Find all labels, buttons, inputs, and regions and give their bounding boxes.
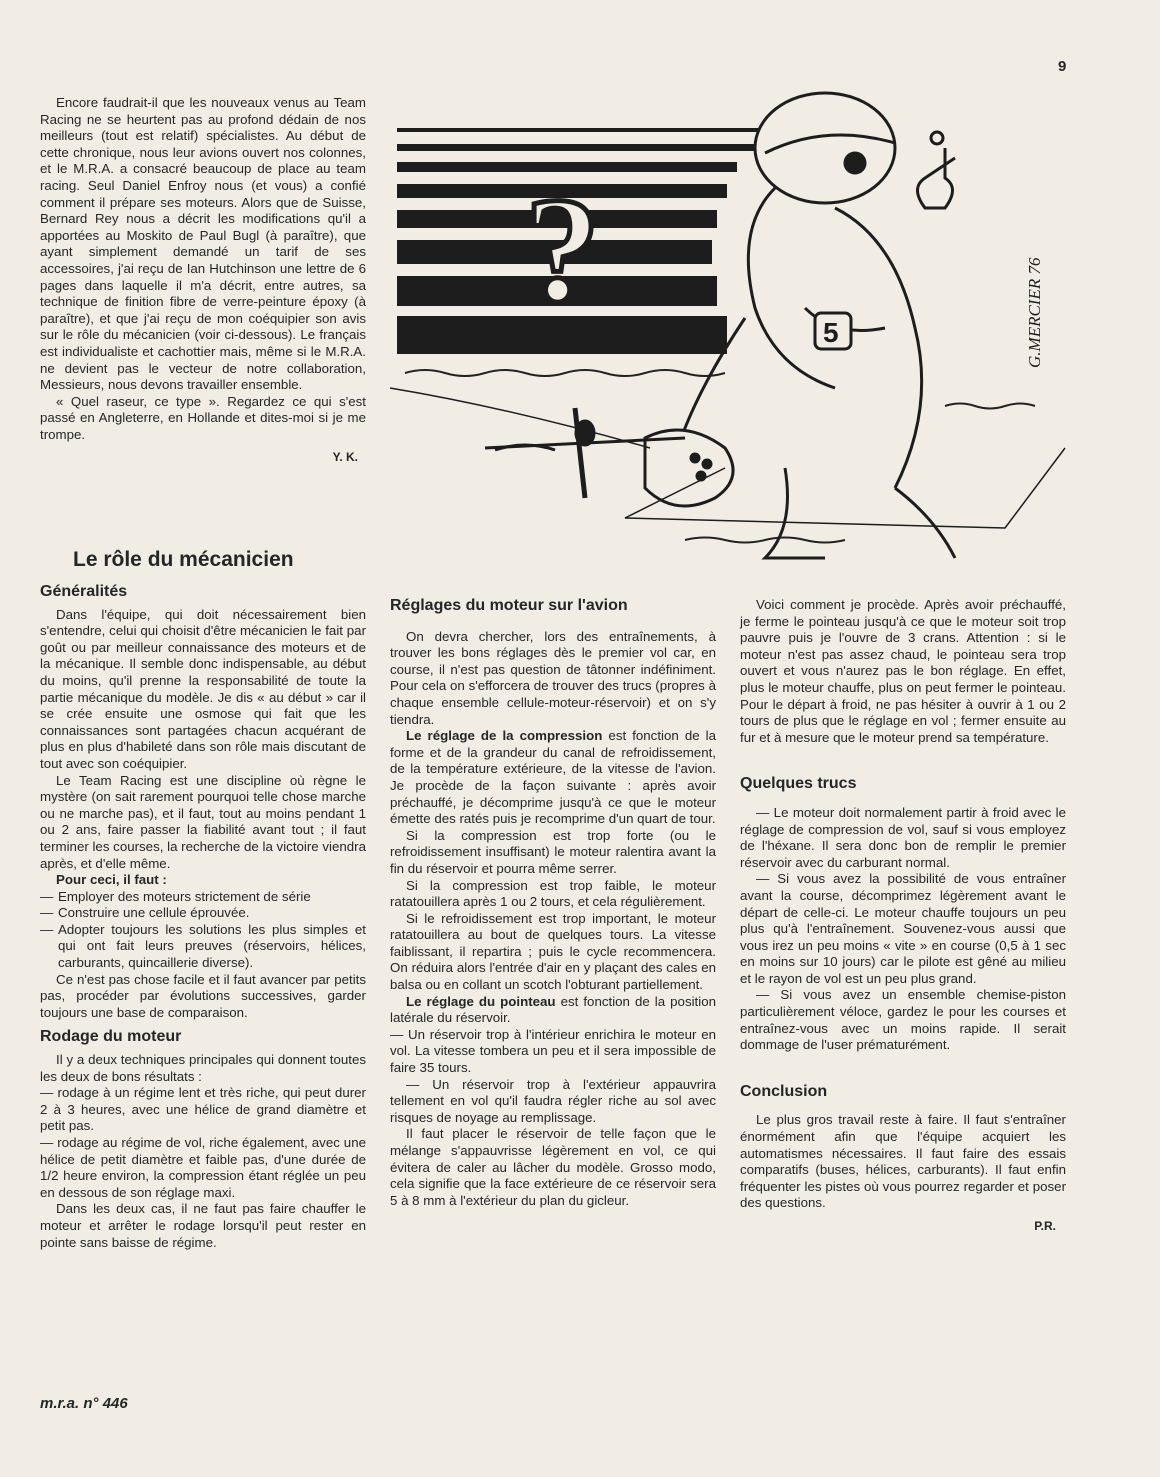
article-title: Le rôle du mécanicien — [73, 548, 294, 571]
intro-paragraph-1: Encore faudrait-il que les nouveaux venus au Team Racing ne se heurtent pas au profond dédain de nos meilleurs (tout est relatif) spécialistes. Au début de cette chronique, nous leur avions ouvert nos colonnes, et le M.R.A. a consacré beaucoup de place au team racing. Seul Daniel Enfroy nous (et vous) a confié comment il prépare ses moteurs. Alors que de Suisse, Bernard Rey nous a décrit les modifications qu'il a apportées au Moskito de Paul Bugl (à paraître), que ayant simplement demandé un tarif de ses accessoires, j'ai reçu de Ian Hutchinson une lettre de 6 pages dans laquelle il m'a décrit, entre autres, sa technique de finition fibre de verre-peinture époxy (à paraître), et que j'ai reçu de mon coéquipier son avis sur le rôle du mécanicien (voir ci-dessous). Le français est individualiste et cachottier mais, même si le M.R.A. ne devient pas le vecteur de notre collaboration, Messieurs, nous devons travailler ensemble. — [40, 95, 366, 393]
svg-text:5: 5 — [823, 317, 839, 348]
paragraph: Le Team Racing est une discipline où règne le mystère (on sait rarement pourquoi telle chose marche ou ne marche pas), et il faut, tout au moins pendant 1 ou 2 ans, faire passer la fiabilité avant tout ; il faut terminer les courses, la recherche de la victoire viendra après, et d'elle même. — [40, 772, 366, 871]
svg-text:?: ? — [525, 167, 600, 333]
article-column-1 — [40, 584, 366, 1251]
paragraph: — Un réservoir trop à l'intérieur enrichira le moteur en vol. La vitesse tombera un peu et il sera impossible de faire 35 tours. — [390, 1026, 716, 1076]
paragraph: Le réglage de la compression est fonction de la forme et de la grandeur du canal de refroidissement, de la température extérieure, de la vitesse de l'avion. Je procède de la façon suivante : après avoir préchauffé, je décomprime jusqu'à ce que le moteur émette des ratés puis je recomprime d'un quart de tour. — [390, 728, 716, 827]
paragraph: Voici comment je procède. Après avoir préchauffé, je ferme le pointeau jusqu'à ce que le moteur soit trop pauvre puis je l'ouvre de 3 crans. Attention : si le moteur n'est pas assez chaud, le pointeau sera trop ouvert et vous n'aurez pas le bon réglage. En effet, plus le moteur chauffe, plus on peut fermer le pointeau. Pour le départ à froid, ne pas hésiter à ouvrir à 1 ou 2 tours de plus que le réglage en vol ; fermer ensuite au fur et à mesure que le moteur prend sa température. — [740, 597, 1066, 745]
intro-paragraph-2: « Quel raseur, ce type ». Regardez ce qui s'est passé en Angleterre, en Hollande et dites-moi si je me trompe. — [40, 393, 366, 442]
paragraph: Si la compression est trop faible, le moteur ratatouillera après 1 ou 2 tours, et cela régulièrement. — [390, 877, 716, 910]
article-column-2 — [390, 598, 716, 1209]
paragraph: — rodage à un régime lent et très riche, qui peut durer 2 à 3 heures, avec une hélice de grand diamètre et petit pas. — [40, 1085, 366, 1134]
page-number: 9 — [1058, 58, 1067, 75]
paragraph: Il y a deux techniques principales qui donnent toutes les deux de bons résultats : — [40, 1052, 366, 1084]
list-item: — Adopter toujours les solutions les plus simples et qui ont fait leurs preuves (réservoirs, hélices, carburants, quincaillerie diverse). — [40, 921, 366, 971]
paragraph: Si la compression est trop forte (ou le refroidissement insuffisant) le moteur ralentira avant la fin du réservoir et pourra même serrer. — [390, 827, 716, 876]
paragraph: On devra chercher, lors des entraînements, à trouver les bons réglages dès le premier vol car, en course, il n'est pas question de tâtonner indéfiniment. Pour cela on s'efforcera de trouver des trucs (propres à chaque ensemble cellule-moteur-réservoir) et on s'y tiendra. — [390, 628, 716, 727]
list-item: — Construire une cellule éprouvée. — [40, 905, 250, 921]
magazine-footer: m.r.a. n° 446 — [40, 1395, 128, 1412]
cartoon-illustration — [385, 88, 1120, 568]
heading-rodage: Rodage du moteur — [40, 1028, 182, 1046]
heading-conclusion: Conclusion — [740, 1082, 828, 1100]
paragraph: — Si vous avez un ensemble chemise-piston particulièrement véloce, gardez le pour les courses et entraînez-vous avec un moins rapide. Il serait dommage de l'user prématurément. — [740, 987, 1066, 1053]
heading-trucs: Quelques trucs — [740, 775, 857, 793]
paragraph: Le réglage du pointeau est fonction de la position latérale du réservoir. — [390, 993, 716, 1026]
paragraph: Si le refroidissement est trop important, le moteur ratatouillera au bout de quelques tours. La vitesse faiblissant, il repartira ; puis le cycle recommencera. On réduira alors l'entrée d'air en y plaçant des cales en balsa ou en collant un scotch l'obturant partiellement. — [390, 910, 716, 993]
artist-signature: G.MERCIER 76 — [1025, 257, 1044, 368]
pour-ceci-label: Pour ceci, il faut : — [56, 872, 167, 888]
intro-column — [40, 95, 366, 466]
paragraph: Le plus gros travail reste à faire. Il faut s'entraîner énormément afin que l'équipe acquiert les automatismes nécessaires. Il faut faire des essais comparatifs (buses, hélices, carburants). Il faut enfin fréquenter les pistes où vous pourrez regarder et poser des questions. — [740, 1112, 1066, 1211]
paragraph: Il faut placer le réservoir de telle façon que le mélange s'appauvrisse légèrement en vol, ce qui évitera de caler au lâcher du modèle. Grosso modo, cela signifie que la face extérieure de ce réservoir sera 5 à 8 mm à l'extérieur du plan du gicleur. — [390, 1126, 716, 1208]
paragraph: Dans les deux cas, il ne faut pas faire chauffer le moteur et arrêter le rodage lorsqu'il peut rester en pointe sans baisse de régime. — [40, 1201, 366, 1250]
list-item: — Employer des moteurs strictement de série — [40, 888, 311, 904]
article-column-3 — [740, 597, 1066, 1235]
paragraph: — Un réservoir trop à l'extérieur appauvrira tellement en vol qu'il faudra régler riche au sol avec risques de noyage au remplissage. — [390, 1076, 716, 1125]
heading-reglages: Réglages du moteur sur l'avion — [390, 597, 628, 614]
paragraph: — Si vous avez la possibilité de vous entraîner avant la course, décomprimez légèrement avant le départ de celle-ci. Le moteur chauffe toujours un peu plus qu'à l'entraînement. Souvenez-vous aussi que vous irez un peu moins « vite » en course (0,5 à 1 sec en moins sur 10 jours) car le pilote est gêné au milieu et le rayon de vol est un peu plus grand. — [740, 871, 1066, 986]
heading-generalites: Généralités — [40, 583, 128, 600]
article-signature: P.R. — [1034, 1219, 1056, 1233]
intro-signature: Y. K. — [332, 450, 358, 465]
question-mark — [525, 167, 600, 333]
paragraph: Dans l'équipe, qui doit nécessairement bien s'entendre, celui qui choisit d'être mécanicien le fait par goût ou par meilleur connaissance des moteurs et de la mécanique. Il semble donc indispensable, au début du moins, qu'il prenne la responsabilité de toute la partie mécanique du modèle. Je dis « au début » car il se crée ensuite une osmose qui fait que les connaissances sont partagées chacun acquérant de plus en plus d'habileté dans son rôle mais discutant de tout avec son coéquipier. — [40, 606, 366, 771]
paragraph: — rodage au régime de vol, riche également, avec une hélice de petit diamètre et faible pas, d'une durée de 1/2 heure environ, la compression étant réglée un peu en dessous de son réglage maxi. — [40, 1135, 366, 1200]
paragraph: Ce n'est pas chose facile et il faut avancer par petits pas, procéder par évolutions successives, garder toujours une base de comparaison. — [40, 971, 366, 1020]
paragraph: — Le moteur doit normalement partir à froid avec le réglage de compression de vol, sauf si vous employez de l'héxane. Il sera donc bon de remplir le premier réservoir avec du carburant normal. — [740, 804, 1066, 870]
